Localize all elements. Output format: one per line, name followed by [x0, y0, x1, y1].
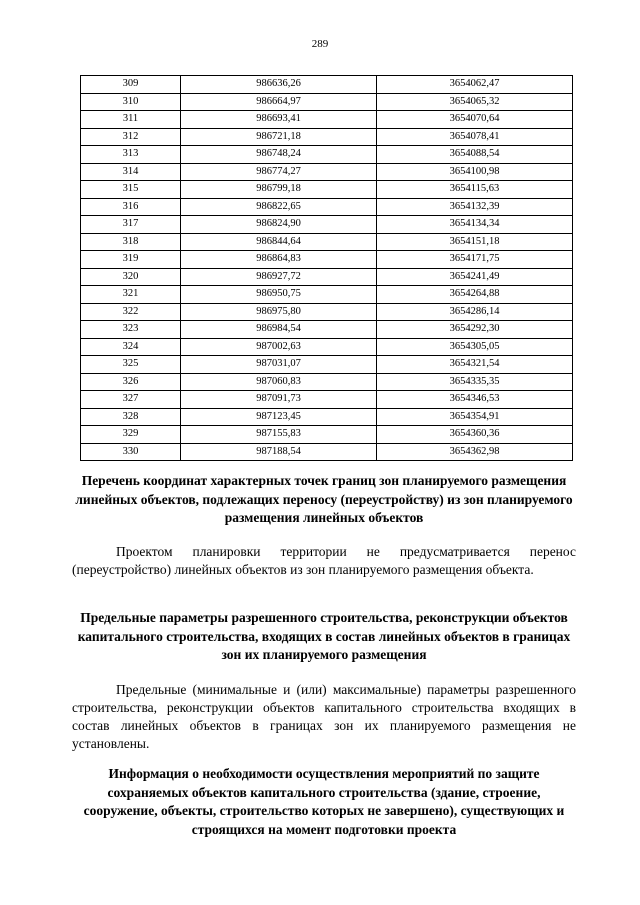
y-coordinate-cell: 3654134,34	[377, 216, 573, 234]
table-row	[81, 163, 573, 181]
y-coordinate-cell: 3654241,49	[377, 268, 573, 286]
section-heading-protection-measures: Информация о необходимости осуществления мероприятий по защите сохраняемых объектов капитального строительства (здание, строение, сооружение, объекты, строительство которых не завершено), существующих и строящихся на момент подготовки проекта	[83, 766, 565, 837]
x-coordinate-cell: 986636,26	[181, 76, 377, 94]
paragraph-no-relocation: Проектом планировки территории не предусматривается перенос (переустройство) линейных объектов из зон планируемого размещения объекта.	[72, 544, 576, 577]
y-coordinate-cell: 3654346,53	[377, 391, 573, 409]
table-row	[81, 268, 573, 286]
y-coordinate-cell: 3654070,64	[377, 111, 573, 129]
point-number-cell: 314	[81, 163, 181, 181]
x-coordinate-cell: 986844,64	[181, 233, 377, 251]
coordinates-table	[80, 75, 573, 461]
table-row	[81, 216, 573, 234]
x-coordinate-cell: 986774,27	[181, 163, 377, 181]
y-coordinate-cell: 3654354,91	[377, 408, 573, 426]
y-coordinate-cell: 3654292,30	[377, 321, 573, 339]
point-number-cell: 316	[81, 198, 181, 216]
table-row	[81, 251, 573, 269]
point-number-cell: 317	[81, 216, 181, 234]
point-number-cell: 318	[81, 233, 181, 251]
point-number-cell: 325	[81, 356, 181, 374]
table-row	[81, 286, 573, 304]
point-number-cell: 315	[81, 181, 181, 199]
point-number-cell: 321	[81, 286, 181, 304]
section-heading-boundary-coordinates: Перечень координат характерных точек границ зон планируемого размещения линейных объектов, подлежащих переносу (переустройству) из зон планируемого размещения линейных объектов	[75, 473, 573, 525]
y-coordinate-cell: 3654065,32	[377, 93, 573, 111]
x-coordinate-cell: 987123,45	[181, 408, 377, 426]
x-coordinate-cell: 986824,90	[181, 216, 377, 234]
table-row	[81, 391, 573, 409]
table-row	[81, 128, 573, 146]
x-coordinate-cell: 987002,63	[181, 338, 377, 356]
x-coordinate-cell: 987031,07	[181, 356, 377, 374]
y-coordinate-cell: 3654360,36	[377, 426, 573, 444]
page-number: 289	[311, 38, 329, 50]
y-coordinate-cell: 3654132,39	[377, 198, 573, 216]
table-row	[81, 93, 573, 111]
y-coordinate-cell: 3654115,63	[377, 181, 573, 199]
x-coordinate-cell: 986864,83	[181, 251, 377, 269]
table-row	[81, 181, 573, 199]
y-coordinate-cell: 3654335,35	[377, 373, 573, 391]
x-coordinate-cell: 986984,54	[181, 321, 377, 339]
table-row	[81, 408, 573, 426]
x-coordinate-cell: 987155,83	[181, 426, 377, 444]
x-coordinate-cell: 986975,80	[181, 303, 377, 321]
section-heading-construction-parameters: Предельные параметры разрешенного строительства, реконструкции объектов капитального строительства, входящих в состав линейных объектов в границах зон их планируемого размещения	[77, 610, 571, 662]
point-number-cell: 330	[81, 443, 181, 461]
point-number-cell: 310	[81, 93, 181, 111]
y-coordinate-cell: 3654286,14	[377, 303, 573, 321]
point-number-cell: 322	[81, 303, 181, 321]
y-coordinate-cell: 3654100,98	[377, 163, 573, 181]
point-number-cell: 329	[81, 426, 181, 444]
point-number-cell: 309	[81, 76, 181, 94]
point-number-cell: 328	[81, 408, 181, 426]
point-number-cell: 326	[81, 373, 181, 391]
table-row	[81, 233, 573, 251]
x-coordinate-cell: 986748,24	[181, 146, 377, 164]
table-row	[81, 373, 573, 391]
y-coordinate-cell: 3654078,41	[377, 128, 573, 146]
paragraph-parameters-not-set: Предельные (минимальные и (или) максимальные) параметры разрешенного строительства, реконструкции объектов капитального строительства входящих в состав линейных объектов в границах зон их планируемого размещения не установлены.	[72, 682, 576, 751]
x-coordinate-cell: 986822,65	[181, 198, 377, 216]
table-row	[81, 76, 573, 94]
y-coordinate-cell: 3654088,54	[377, 146, 573, 164]
x-coordinate-cell: 986693,41	[181, 111, 377, 129]
point-number-cell: 319	[81, 251, 181, 269]
x-coordinate-cell: 986721,18	[181, 128, 377, 146]
coordinates-table-body	[81, 76, 573, 461]
point-number-cell: 324	[81, 338, 181, 356]
table-row	[81, 443, 573, 461]
y-coordinate-cell: 3654171,75	[377, 251, 573, 269]
x-coordinate-cell: 987188,54	[181, 443, 377, 461]
table-row	[81, 303, 573, 321]
table-row	[81, 198, 573, 216]
x-coordinate-cell: 986664,97	[181, 93, 377, 111]
point-number-cell: 313	[81, 146, 181, 164]
y-coordinate-cell: 3654362,98	[377, 443, 573, 461]
x-coordinate-cell: 987060,83	[181, 373, 377, 391]
table-row	[81, 356, 573, 374]
table-row	[81, 111, 573, 129]
x-coordinate-cell: 986927,72	[181, 268, 377, 286]
y-coordinate-cell: 3654264,88	[377, 286, 573, 304]
x-coordinate-cell: 986950,75	[181, 286, 377, 304]
point-number-cell: 311	[81, 111, 181, 129]
point-number-cell: 323	[81, 321, 181, 339]
table-row	[81, 426, 573, 444]
table-row	[81, 338, 573, 356]
point-number-cell: 312	[81, 128, 181, 146]
y-coordinate-cell: 3654305,05	[377, 338, 573, 356]
point-number-cell: 320	[81, 268, 181, 286]
point-number-cell: 327	[81, 391, 181, 409]
y-coordinate-cell: 3654062,47	[377, 76, 573, 94]
x-coordinate-cell: 986799,18	[181, 181, 377, 199]
x-coordinate-cell: 987091,73	[181, 391, 377, 409]
y-coordinate-cell: 3654321,54	[377, 356, 573, 374]
table-row	[81, 146, 573, 164]
y-coordinate-cell: 3654151,18	[377, 233, 573, 251]
table-row	[81, 321, 573, 339]
